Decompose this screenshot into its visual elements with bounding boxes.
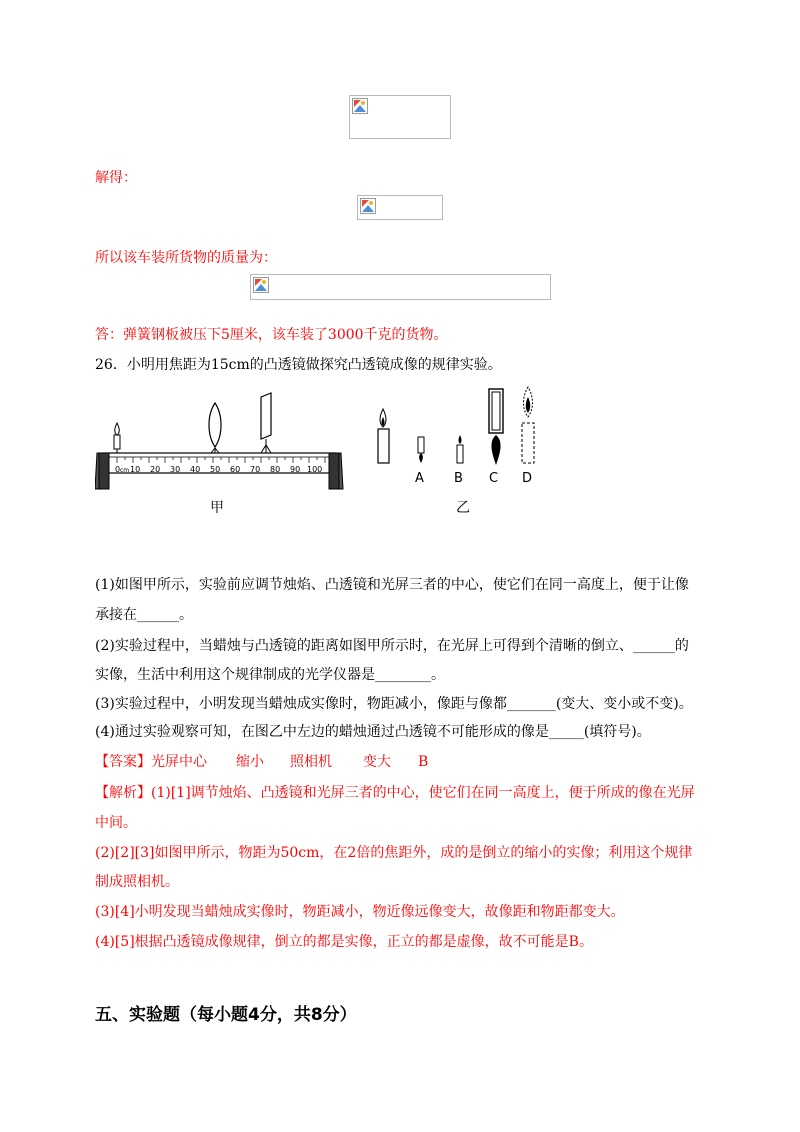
broken-image-icon [360, 198, 376, 214]
ruler-label-100: 100 [307, 465, 323, 474]
analysis-4: (4)[5]根据凸透镜成像规律，倒立的都是实像，正立的都是虚像，故不可能是B。 [95, 934, 593, 950]
light-screen [261, 393, 271, 453]
section-5-heading: 五、实验题（每小题4分，共8分） [95, 1005, 357, 1025]
candle-label-b: B [454, 471, 463, 486]
figure-jia [95, 385, 345, 515]
solution-jiede: 解得： [95, 170, 137, 186]
candle-a [418, 437, 424, 463]
ruler-label-40: 40 [190, 465, 201, 474]
bench-candle [114, 423, 120, 453]
answer-4: 变大 [363, 754, 391, 770]
ruler-label-0: 0 [115, 465, 121, 474]
question-26-part2-line1: (2)实验过程中，当蜡烛与凸透镜的距离如图甲所示时，在光屏上可得到个清晰的倒立、______的 [95, 638, 689, 654]
candle-label-c: C [489, 471, 499, 486]
ruler-label-20: 20 [150, 465, 161, 474]
analysis-1-line2: 中间。 [95, 815, 137, 831]
answer-2: 缩小 [236, 754, 264, 770]
analysis-2-line1: (2)[2][3]如图甲所示，物距为50cm，在2倍的焦距外，成的是倒立的缩小的实像；利用这个规律 [95, 845, 693, 861]
question-26-part4: (4)通过实验观察可知，在图乙中左边的蜡烛通过凸透镜不可能形成的像是_____(填符号)。 [95, 724, 651, 740]
question-26-part2-line2: 实像，生活中利用这个规律制成的光学仪器是________。 [95, 667, 445, 683]
analysis-1a: (1)[1]调节烛焰、凸透镜和光屏三者的中心，使它们在同一高度上，便于所成的像在光屏 [151, 785, 695, 801]
equation-image-3 [250, 274, 551, 300]
solution-mass-intro: 所以该车装所货物的质量为： [95, 250, 277, 266]
broken-image-icon [352, 98, 368, 114]
question-26-part3: (3)实验过程中，小明发现当蜡烛成实像时，物距减小，像距与像都_______(变大、变小或不变)。 [95, 696, 693, 712]
ruler-label-70: 70 [250, 465, 261, 474]
ruler-label-60: 60 [230, 465, 241, 474]
ruler-label-50: 50 [210, 465, 221, 474]
answer-tag: 【答案】 [95, 754, 151, 770]
analysis-2-line2: 制成照相机。 [95, 874, 179, 890]
candle-label-a: A [415, 471, 424, 486]
figure-yi [370, 383, 550, 518]
candle-d [522, 387, 534, 463]
analysis-1-line1 [95, 783, 695, 803]
analysis-3: (3)[4]小明发现当蜡烛成实像时，物距减小，物近像远像变大，故像距和物距都变大。 [95, 904, 625, 920]
optical-bench-diagram [95, 385, 345, 495]
broken-image-icon [253, 277, 269, 293]
equation-image-1 [349, 95, 451, 139]
ruler-label-10: 10 [130, 465, 141, 474]
ruler-label-90: 90 [290, 465, 301, 474]
figure-jia-label: 甲 [210, 500, 224, 516]
question-26-part1-line2: 承接在______。 [95, 607, 193, 623]
answer-3: 照相机 [290, 754, 332, 770]
ruler-label-30: 30 [170, 465, 181, 474]
original-candle [378, 409, 389, 463]
answer-5: B [418, 754, 429, 770]
candle-images-diagram [370, 383, 550, 493]
convex-lens [209, 403, 221, 453]
answer-1: 光屏中心 [151, 754, 207, 770]
analysis-tag: 【解析】 [95, 785, 151, 801]
answer-row [95, 752, 207, 772]
candle-c [489, 389, 503, 465]
equation-image-2 [357, 195, 443, 220]
ruler-unit: cm [120, 467, 130, 474]
question-26-stem: 26．小明用焦距为15cm的凸透镜做探究凸透镜成像的规律实验。 [95, 357, 502, 373]
question-26-part1-line1: (1)如图甲所示，实验前应调节烛焰、凸透镜和光屏三者的中心，使它们在同一高度上，便于让像 [95, 577, 689, 593]
solution-answer: 答：弹簧钢板被压下5厘米，该车装了3000千克的货物。 [95, 327, 448, 343]
candle-label-d: D [522, 471, 533, 486]
figure-yi-label: 乙 [456, 500, 470, 516]
candle-b [457, 435, 463, 463]
ruler-label-80: 80 [270, 465, 281, 474]
